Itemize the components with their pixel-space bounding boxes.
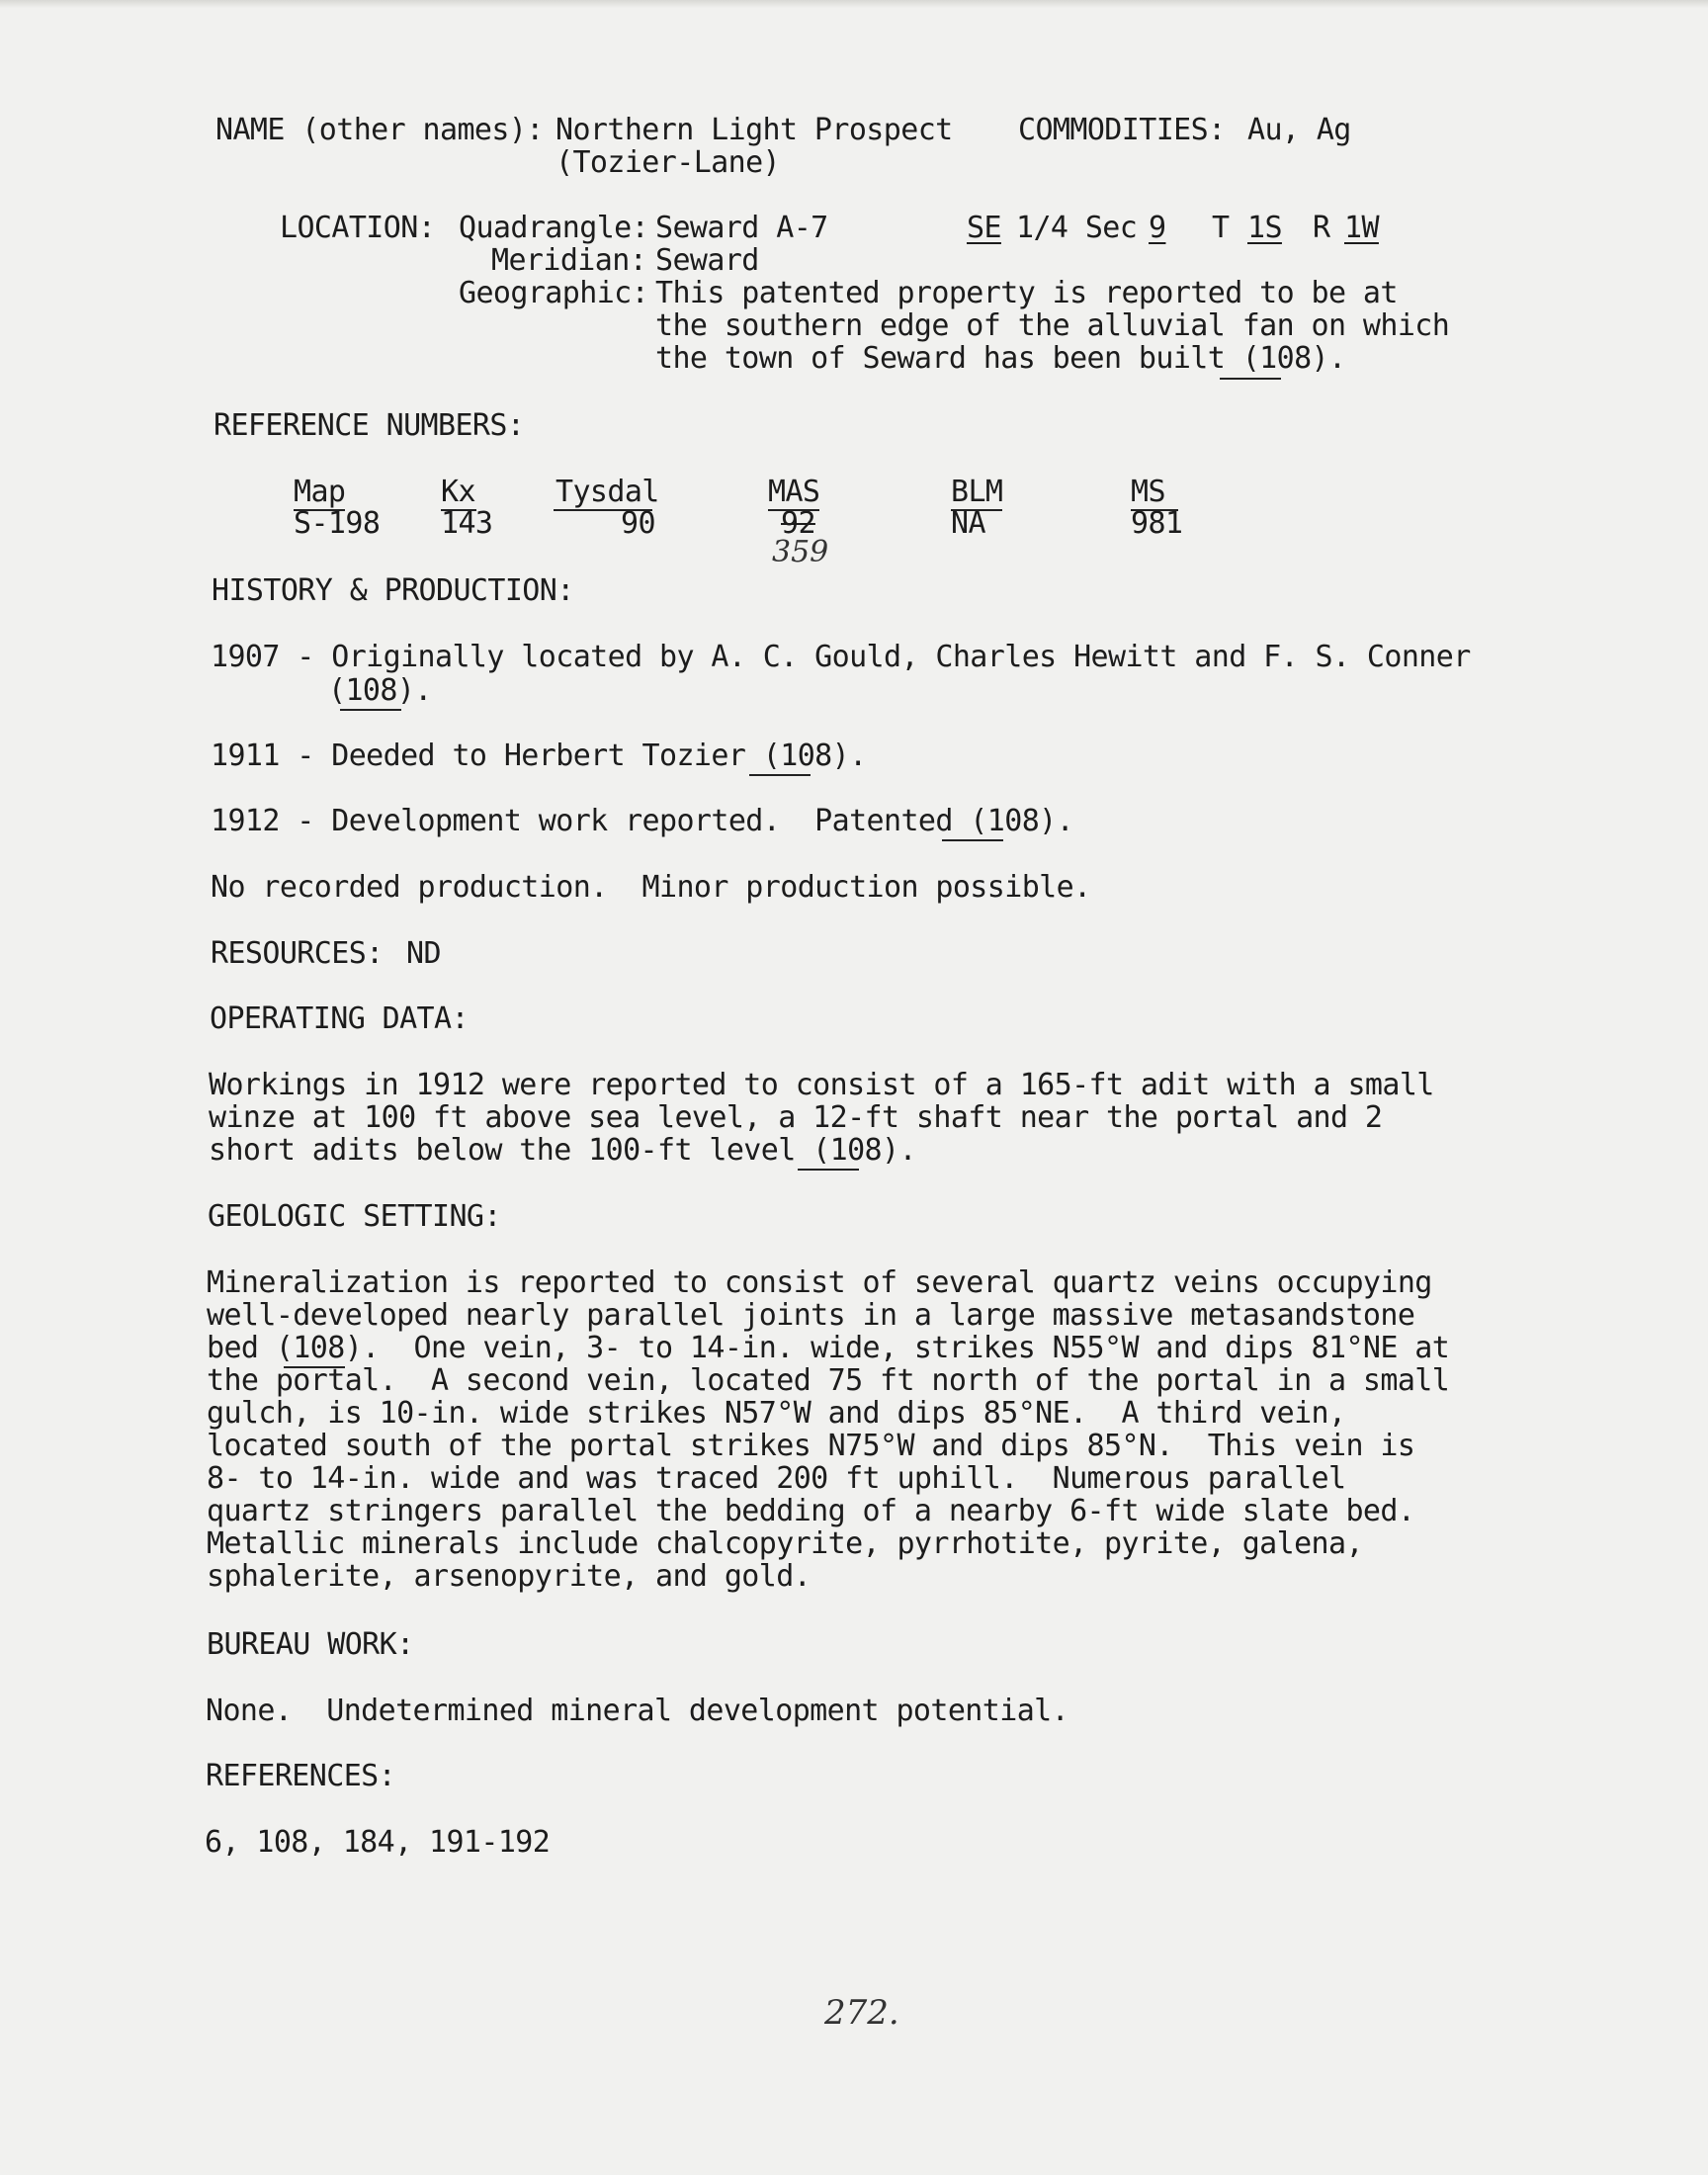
page-number: 272.: [824, 1993, 899, 2033]
ref-map-value: S-198: [294, 506, 381, 541]
ref-mas-value: 92: [781, 506, 815, 541]
history-heading: HISTORY & PRODUCTION:: [212, 573, 574, 608]
citation-underline: [798, 1169, 859, 1171]
meridian-value: Seward: [655, 243, 759, 278]
name-label: NAME (other names):: [215, 113, 544, 147]
commodities-label: COMMODITIES:: [1018, 113, 1226, 147]
scan-edge: [0, 0, 1708, 8]
production-note: No recorded production. Minor production possible.: [211, 870, 1091, 905]
citation-underline: [340, 709, 401, 711]
quarter-text: 1/4 Sec: [1016, 211, 1138, 245]
reference-numbers-heading: REFERENCE NUMBERS:: [214, 408, 525, 443]
geographic-line: the southern edge of the alluvial fan on which: [655, 308, 1450, 343]
history-entry: (108).: [328, 673, 432, 708]
range-value: 1W: [1344, 211, 1379, 245]
geologic-line: gulch, is 10-in. wide strikes N57°W and dips 85°NE. A third vein,: [207, 1396, 1346, 1431]
meridian-label: Meridian:: [491, 243, 647, 278]
quarter-value: SE: [967, 211, 1001, 245]
references-text: 6, 108, 184, 191-192: [205, 1825, 551, 1860]
geographic-line: This patented property is reported to be at: [655, 276, 1398, 310]
geologic-heading: GEOLOGIC SETTING:: [208, 1199, 501, 1234]
range-label: R: [1313, 211, 1330, 245]
ref-kx-value: 143: [441, 506, 493, 541]
commodities-value: Au, Ag: [1247, 113, 1351, 147]
citation-underline: [1220, 378, 1281, 380]
township-value: 1S: [1247, 211, 1282, 245]
section-value: 9: [1149, 211, 1166, 245]
bureau-heading: BUREAU WORK:: [207, 1627, 414, 1662]
operating-line: Workings in 1912 were reported to consist of a 165-ft adit with a small: [209, 1068, 1434, 1102]
ref-ms-label: MS: [1131, 475, 1165, 509]
history-entry: 1907 - Originally located by A. C. Gould, Charles Hewitt and F. S. Conner: [211, 640, 1471, 674]
geologic-line: the portal. A second vein, located 75 ft north of the portal in a small: [207, 1363, 1450, 1398]
ref-ms-value: 981: [1131, 506, 1183, 541]
operating-heading: OPERATING DATA:: [210, 1001, 469, 1036]
ref-mas-handwritten: 359: [772, 535, 829, 569]
ref-mas-label: MAS: [768, 475, 820, 509]
geologic-line: well-developed nearly parallel joints in a large massive metasandstone: [207, 1298, 1415, 1333]
resources-label: RESOURCES:: [211, 936, 384, 971]
ref-blm-value: NA: [951, 506, 985, 541]
ref-tysdal-value: 90: [621, 506, 655, 541]
other-name: (Tozier-Lane): [555, 145, 780, 180]
geologic-line: quartz stringers parallel the bedding of a nearby 6-ft wide slate bed.: [207, 1494, 1415, 1528]
references-heading: REFERENCES:: [206, 1759, 396, 1793]
quadrangle-value: Seward A-7: [655, 211, 828, 245]
geologic-line: bed (108). One vein, 3- to 14-in. wide, strikes N55°W and dips 81°NE at: [207, 1331, 1450, 1365]
ref-blm-label: BLM: [951, 475, 1003, 509]
name-value: Northern Light Prospect: [555, 113, 953, 147]
ref-tysdal-label: Tysdal: [555, 475, 659, 509]
location-label: LOCATION:: [280, 211, 436, 245]
geographic-label: Geographic:: [459, 276, 649, 310]
township-label: T: [1212, 211, 1230, 245]
geologic-line: located south of the portal strikes N75°W and dips 85°N. This vein is: [207, 1429, 1415, 1463]
citation-underline: [942, 839, 1003, 841]
quadrangle-label: Quadrangle:: [459, 211, 649, 245]
geologic-line: 8- to 14-in. wide and was traced 200 ft uphill. Numerous parallel: [207, 1461, 1346, 1496]
resources-value: ND: [406, 936, 441, 971]
operating-line: winze at 100 ft above sea level, a 12-ft shaft near the portal and 2: [209, 1100, 1383, 1135]
ref-kx-label: Kx: [441, 475, 475, 509]
geographic-line: the town of Seward has been built (108).: [655, 341, 1346, 376]
geologic-line: Mineralization is reported to consist of several quartz veins occupying: [207, 1265, 1432, 1300]
geologic-line: Metallic minerals include chalcopyrite, pyrrhotite, pyrite, galena,: [207, 1526, 1363, 1561]
operating-line: short adits below the 100-ft level (108).: [209, 1133, 916, 1168]
ref-map-label: Map: [294, 475, 346, 509]
history-entry: 1911 - Deeded to Herbert Tozier (108).: [211, 739, 867, 773]
geologic-line: sphalerite, arsenopyrite, and gold.: [207, 1559, 811, 1594]
history-entry: 1912 - Development work reported. Patented (108).: [211, 804, 1074, 838]
citation-underline: [749, 774, 811, 776]
bureau-text: None. Undetermined mineral development potential.: [206, 1694, 1069, 1728]
